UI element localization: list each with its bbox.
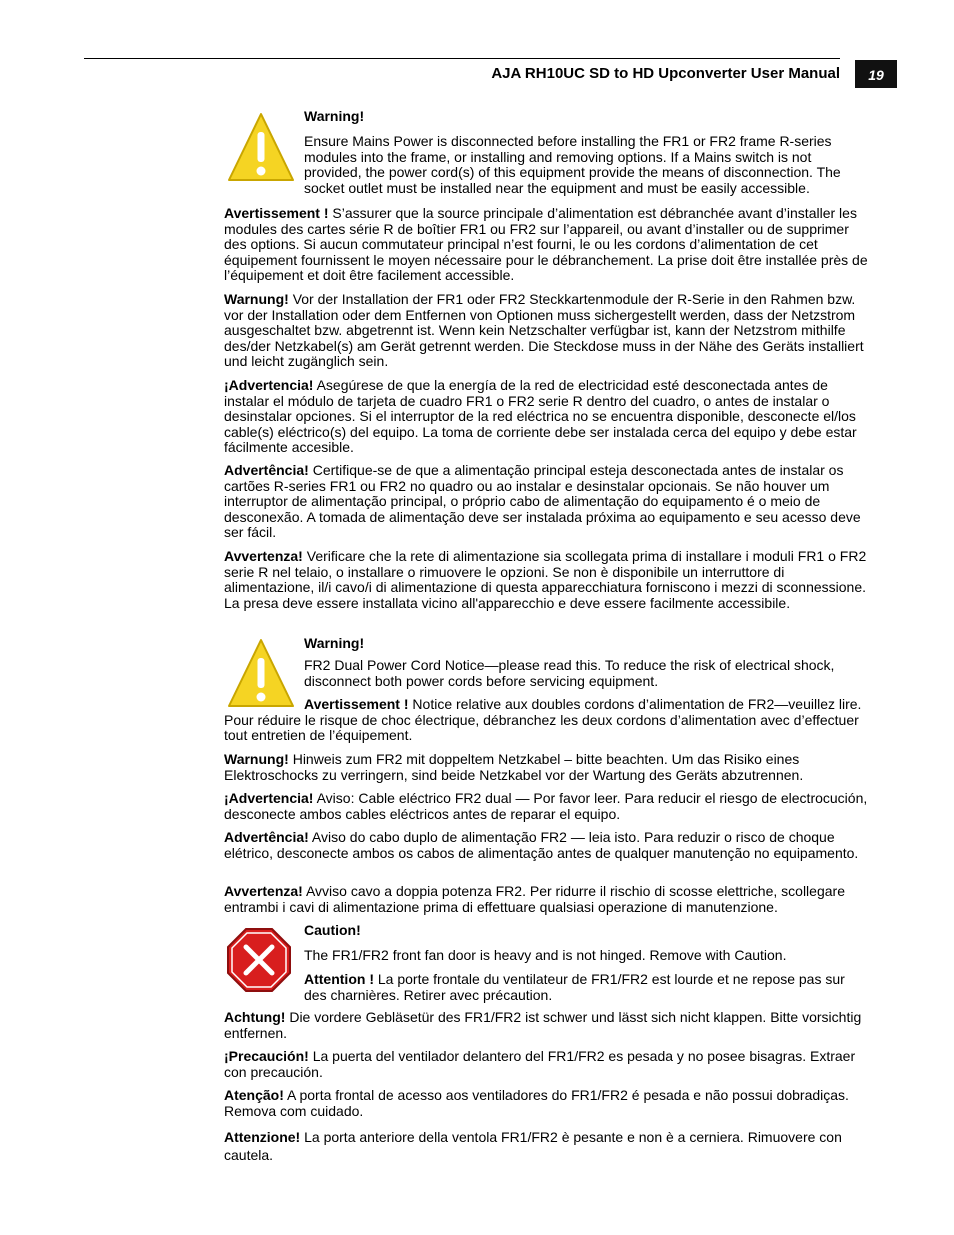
warning2-fr-text: Notice relative aux doubles cordons d’alimentation de FR2—veuillez lire. Pour réduire le risque de choc électrique, débranchez les deux cordons d’alimentation avec d’effectuer tout entretien de l’équipement. bbox=[224, 696, 862, 744]
warning1-heading: Warning! bbox=[304, 108, 365, 124]
caution-it bbox=[224, 1128, 872, 1164]
warning1-pt-label: Advertência! bbox=[224, 462, 309, 478]
caution-es bbox=[224, 1049, 872, 1080]
warning1-it bbox=[224, 549, 872, 611]
warning1-it-text: Verificare che la rete di alimentazione sia scollegata prima di installare i moduli FR1 o FR2 serie R nel telaio, o installare o rimuovere le opzioni. Se non è disponibile un interruttore di alimentazione, il/i cavo/i di alimentazione di questa apparecchiatura forniscono i mezzi di sconnessione. La presa deve essere installata vicino all'apparecchio e deve essere facilmente accessibile. bbox=[224, 548, 867, 611]
page-header-title: AJA RH10UC SD to HD Upconverter User Manual bbox=[491, 65, 840, 82]
warning2-es bbox=[224, 791, 872, 822]
stop-octagon-icon bbox=[226, 927, 292, 993]
warning1-text: Ensure Mains Power is disconnected before installing the FR1 or FR2 frame R-series modules into the frame, or installing and removing options. If a Mains switch is not provided, the power cord(s) of this equipment provide the means of disconnection. The socket outlet must be installed near the equipment and must be easily accessible. bbox=[304, 133, 841, 196]
caution-heading: Caution! bbox=[304, 922, 361, 938]
warning2-it-label: Avvertenza! bbox=[224, 883, 303, 899]
warning2-pt-label: Advertência! bbox=[224, 829, 309, 845]
warning2-heading: Warning! bbox=[304, 635, 365, 651]
caution-de bbox=[224, 1010, 872, 1041]
warning2-it-text: Avviso cavo a doppia potenza FR2. Per ridurre il rischio di scosse elettriche, scollegare entrambi i cavi di alimentazione prima di effettuare qualsiasi operazione di manutenzione. bbox=[224, 883, 845, 915]
caution-text: The FR1/FR2 front fan door is heavy and is not hinged. Remove with Caution. bbox=[304, 947, 787, 963]
warning2-de bbox=[224, 752, 872, 783]
warning1-pt bbox=[224, 463, 872, 541]
warning1-de-text: Vor der Installation der FR1 oder FR2 Steckkartenmodule der R-Serie in den Rahmen bzw. vor der Installation oder dem Entfernen von Optionen muss sichergestellt werden, dass der Netzstrom ausgeschaltet bzw. abgetrennt ist. Wenn kein Netzschalter verfügbar ist, kann der Netzstrom mithilfe des/der Netzkabel(s) am Gerät getrennt werden. Die Steckdose muss in der Nähe des Geräts installiert und leicht zugänglich sein. bbox=[224, 291, 864, 370]
warning1-pt-text: Certifique-se de que a alimentação principal esteja desconectada antes de instalar os cartões R-series FR1 ou FR2 no quadro ou ao instalar e desinstalar opcionais. Se não houver um interruptor de alimentação principal, o próprio cabo de alimentação do equipamento é o meio de desconexão. A tomada de alimentação deve ser instalada próxima ao equipamento e seu acesso deve ser fácil. bbox=[224, 462, 861, 541]
warning-triangle-icon bbox=[226, 110, 296, 184]
warning2-pt-text: Aviso do cabo duplo de alimentação FR2 — leia isto. Para reduzir o risco de choque elétrico, desconecte ambos os cabos de alimentação antes de qualquer manutenção no equipamento. bbox=[224, 829, 859, 861]
warning2-pt bbox=[224, 830, 872, 861]
warning2-es-label: ¡Advertencia! bbox=[224, 790, 314, 806]
caution-fr-label: Attention ! bbox=[304, 971, 374, 987]
caution-de-label: Achtung! bbox=[224, 1009, 286, 1025]
warning2-de-label: Warnung! bbox=[224, 751, 289, 767]
warning1-de bbox=[224, 292, 872, 370]
caution-pt-text: A porta frontal de acesso aos ventiladores do FR1/FR2 é pesada e não possui dobradiças. Remova com cuidado. bbox=[224, 1087, 849, 1119]
caution-it-text: La porta anteriore della ventola FR1/FR2 è pesante e non è a cerniera. Rimuovere con cautela. bbox=[224, 1129, 842, 1163]
warning2-fr-label: Avertissement ! bbox=[304, 696, 409, 712]
caution-fr bbox=[304, 972, 870, 1003]
caution-es-label: ¡Precaución! bbox=[224, 1048, 309, 1064]
warning2-de-text: Hinweis zum FR2 mit doppeltem Netzkabel – bitte beachten. Um das Risiko eines Elektroschocks zu verringern, sind beide Netzkabel vor der Wartung des Geräts abzutrennen. bbox=[224, 751, 804, 783]
warning1-fr-text: S’assurer que la source principale d’alimentation est débranchée avant d’installer les modules des cartes série R de boîtier FR1 ou FR2 sur l’appareil, ou avant d’installer ou de supprimer des options. Si aucun commutateur principal n’est fourni, le ou les cordons d’alimentation de cet équipement fournissent le moyen nécessaire pour le débranchement. La prise doit être installée près de l’équipement et doit être facilement accessible. bbox=[224, 205, 868, 284]
warning2-text: FR2 Dual Power Cord Notice—please read this. To reduce the risk of electrical shock, disconnect both power cords before servicing equipment. bbox=[304, 657, 835, 689]
warning2-es-text: Aviso: Cable eléctrico FR2 dual — Por favor leer. Para reducir el riesgo de electrocución, desconecte ambos cables eléctricos antes de reparar el equipo. bbox=[224, 790, 868, 822]
warning1-es-label: ¡Advertencia! bbox=[224, 377, 314, 393]
warning1-it-label: Avvertenza! bbox=[224, 548, 303, 564]
caution-it-label: Attenzione! bbox=[224, 1129, 301, 1145]
page-number: 19 bbox=[855, 60, 897, 88]
warning2-it bbox=[224, 884, 872, 915]
warning1-es-text: Asegúrese de que la energía de la red de electricidad esté desconectada antes de instalar el módulo de tarjeta de cuadro FR1 o FR2 serie R dentro del cuadro, o antes de instalar o desinstalar opciones. Si el interruptor de la red eléctrica no se encuentra disponible, desconecte el/los cable(s) eléctrico(s) del equipo. La toma de corriente debe ser instalada cerca del equipo y debe estar fácilmente accesible. bbox=[224, 377, 857, 456]
caution-es-text: La puerta del ventilador delantero del FR1/FR2 es pesada y no posee bisagras. Extraer con precaución. bbox=[224, 1048, 856, 1080]
caution-pt-label: Atenção! bbox=[224, 1087, 284, 1103]
warning2-fr bbox=[224, 697, 872, 744]
warning1-es bbox=[224, 378, 872, 456]
header-rule bbox=[84, 58, 840, 59]
warning1-fr bbox=[224, 206, 872, 284]
warning1-de-label: Warnung! bbox=[224, 291, 289, 307]
warning1-fr-label: Avertissement ! bbox=[224, 205, 329, 221]
caution-pt bbox=[224, 1088, 872, 1119]
caution-fr-text: La porte frontale du ventilateur de FR1/FR2 est lourde et ne repose pas sur des charnières. Retirer avec précaution. bbox=[304, 971, 845, 1003]
caution-de-text: Die vordere Gebläsetür des FR1/FR2 ist schwer und lässt sich nicht klappen. Bitte vorsichtig entfernen. bbox=[224, 1009, 862, 1041]
